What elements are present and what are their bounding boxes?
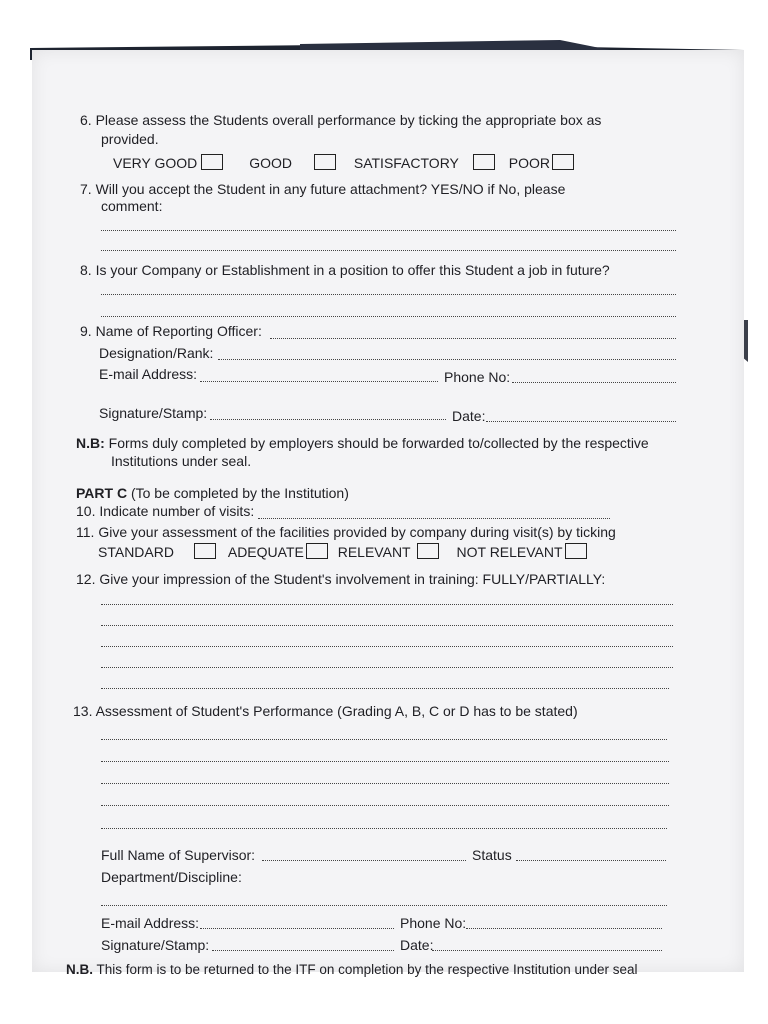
supervisor-email-field[interactable] <box>200 928 394 929</box>
option-standard-label: STANDARD <box>98 544 174 560</box>
supervisor-name-label: Full Name of Supervisor: <box>101 847 256 863</box>
designation-label: Designation/Rank: <box>99 345 214 361</box>
date-field[interactable] <box>486 421 676 422</box>
phone-field[interactable] <box>512 382 676 383</box>
very-good-checkbox[interactable] <box>201 154 223 170</box>
email-field[interactable] <box>200 381 438 382</box>
q13-answer-line-3[interactable] <box>101 783 669 784</box>
option-very-good-label: VERY GOOD <box>113 155 198 171</box>
visits-field[interactable] <box>258 518 610 519</box>
supervisor-phone-label: Phone No: <box>400 915 467 931</box>
q13-answer-line-5[interactable] <box>101 828 667 829</box>
q10-label: 10. Indicate number of visits: <box>76 503 255 519</box>
relevant-checkbox[interactable] <box>417 543 439 559</box>
reporting-officer-field[interactable] <box>270 338 676 339</box>
option-poor-label: POOR <box>508 155 551 171</box>
q11-line: 11. Give your assessment of the facilities provided by company during visit(s) by ticking <box>76 524 616 540</box>
adequate-checkbox[interactable] <box>306 543 328 559</box>
reporting-officer-label: 9. Name of Reporting Officer: <box>80 323 262 339</box>
q12-answer-line-3[interactable] <box>101 646 673 647</box>
q6-text: Please assess the Students overall performance by ticking the appropriate box as <box>95 112 602 128</box>
email-label: E-mail Address: <box>99 366 198 382</box>
poor-checkbox[interactable] <box>552 154 574 170</box>
q8-answer-line-2[interactable] <box>101 316 676 317</box>
supervisor-date-field[interactable] <box>432 950 662 951</box>
status-label: Status <box>472 847 512 863</box>
q7-line2: comment: <box>101 198 163 214</box>
q8-line: 8. Is your Company or Establishment in a position to offer this Student a job in future? <box>80 262 610 278</box>
option-relevant-label: RELEVANT <box>337 544 411 560</box>
q12-answer-line-5[interactable] <box>101 688 669 689</box>
q8-text: Is your Company or Establishment in a position to offer this Student a job in future? <box>95 262 610 278</box>
q12-answer-line-1[interactable] <box>101 604 673 605</box>
satisfactory-checkbox[interactable] <box>473 154 495 170</box>
part-c-heading: PART C (To be completed by the Institution) <box>76 485 349 501</box>
supervisor-email-label: E-mail Address: <box>101 915 200 931</box>
department-field[interactable] <box>101 905 667 906</box>
q12-answer-line-2[interactable] <box>101 625 673 626</box>
q6-line1: 6. Please assess the Students overall performance by ticking the appropriate box as <box>80 112 602 128</box>
q6-options <box>113 154 574 171</box>
q11-options <box>98 543 587 560</box>
supervisor-signature-field[interactable] <box>212 950 394 951</box>
designation-field[interactable] <box>218 359 676 360</box>
nb1-line1: N.B: Forms duly completed by employers should be forwarded to/collected by the respective <box>76 435 649 451</box>
nb1-line2: Institutions under seal. <box>111 453 252 469</box>
signature-label: Signature/Stamp: <box>99 405 208 421</box>
q6-line2: provided. <box>101 131 159 147</box>
department-label: Department/Discipline: <box>101 869 242 885</box>
date-label: Date: <box>452 408 486 424</box>
supervisor-name-field[interactable] <box>262 860 466 861</box>
q12-answer-line-4[interactable] <box>101 667 673 668</box>
q7-line1: 7. Will you accept the Student in any future attachment? YES/NO if No, please <box>80 181 566 197</box>
phone-label: Phone No: <box>444 369 511 385</box>
supervisor-signature-label: Signature/Stamp: <box>101 937 210 953</box>
signature-field[interactable] <box>210 419 446 420</box>
q7-text: Will you accept the Student in any future attachment? YES/NO if No, please <box>95 181 566 197</box>
supervisor-phone-field[interactable] <box>466 928 662 929</box>
q13-answer-line-4[interactable] <box>101 805 669 806</box>
status-field[interactable] <box>516 860 666 861</box>
not-relevant-checkbox[interactable] <box>565 543 587 559</box>
q13-answer-line-2[interactable] <box>101 761 669 762</box>
q7-answer-line-2[interactable] <box>101 250 676 251</box>
option-not-relevant-label: NOT RELEVANT <box>456 544 563 560</box>
nb2-line: N.B. This form is to be returned to the ITF on completion by the respective Institution under seal <box>66 962 638 977</box>
good-checkbox[interactable] <box>314 154 336 170</box>
option-satisfactory-label: SATISFACTORY <box>353 155 459 171</box>
option-adequate-label: ADEQUATE <box>227 544 304 560</box>
standard-checkbox[interactable] <box>194 543 216 559</box>
q7-answer-line-1[interactable] <box>101 230 676 231</box>
option-good-label: GOOD <box>249 155 292 171</box>
q13-answer-line-1[interactable] <box>101 739 667 740</box>
q13-line: 13. Assessment of Student's Performance (Grading A, B, C or D has to be stated) <box>73 703 578 719</box>
q12-line: 12. Give your impression of the Student's involvement in training: FULLY/PARTIALLY: <box>76 571 606 587</box>
q8-answer-line-1[interactable] <box>101 294 676 295</box>
supervisor-date-label: Date: <box>400 937 434 953</box>
